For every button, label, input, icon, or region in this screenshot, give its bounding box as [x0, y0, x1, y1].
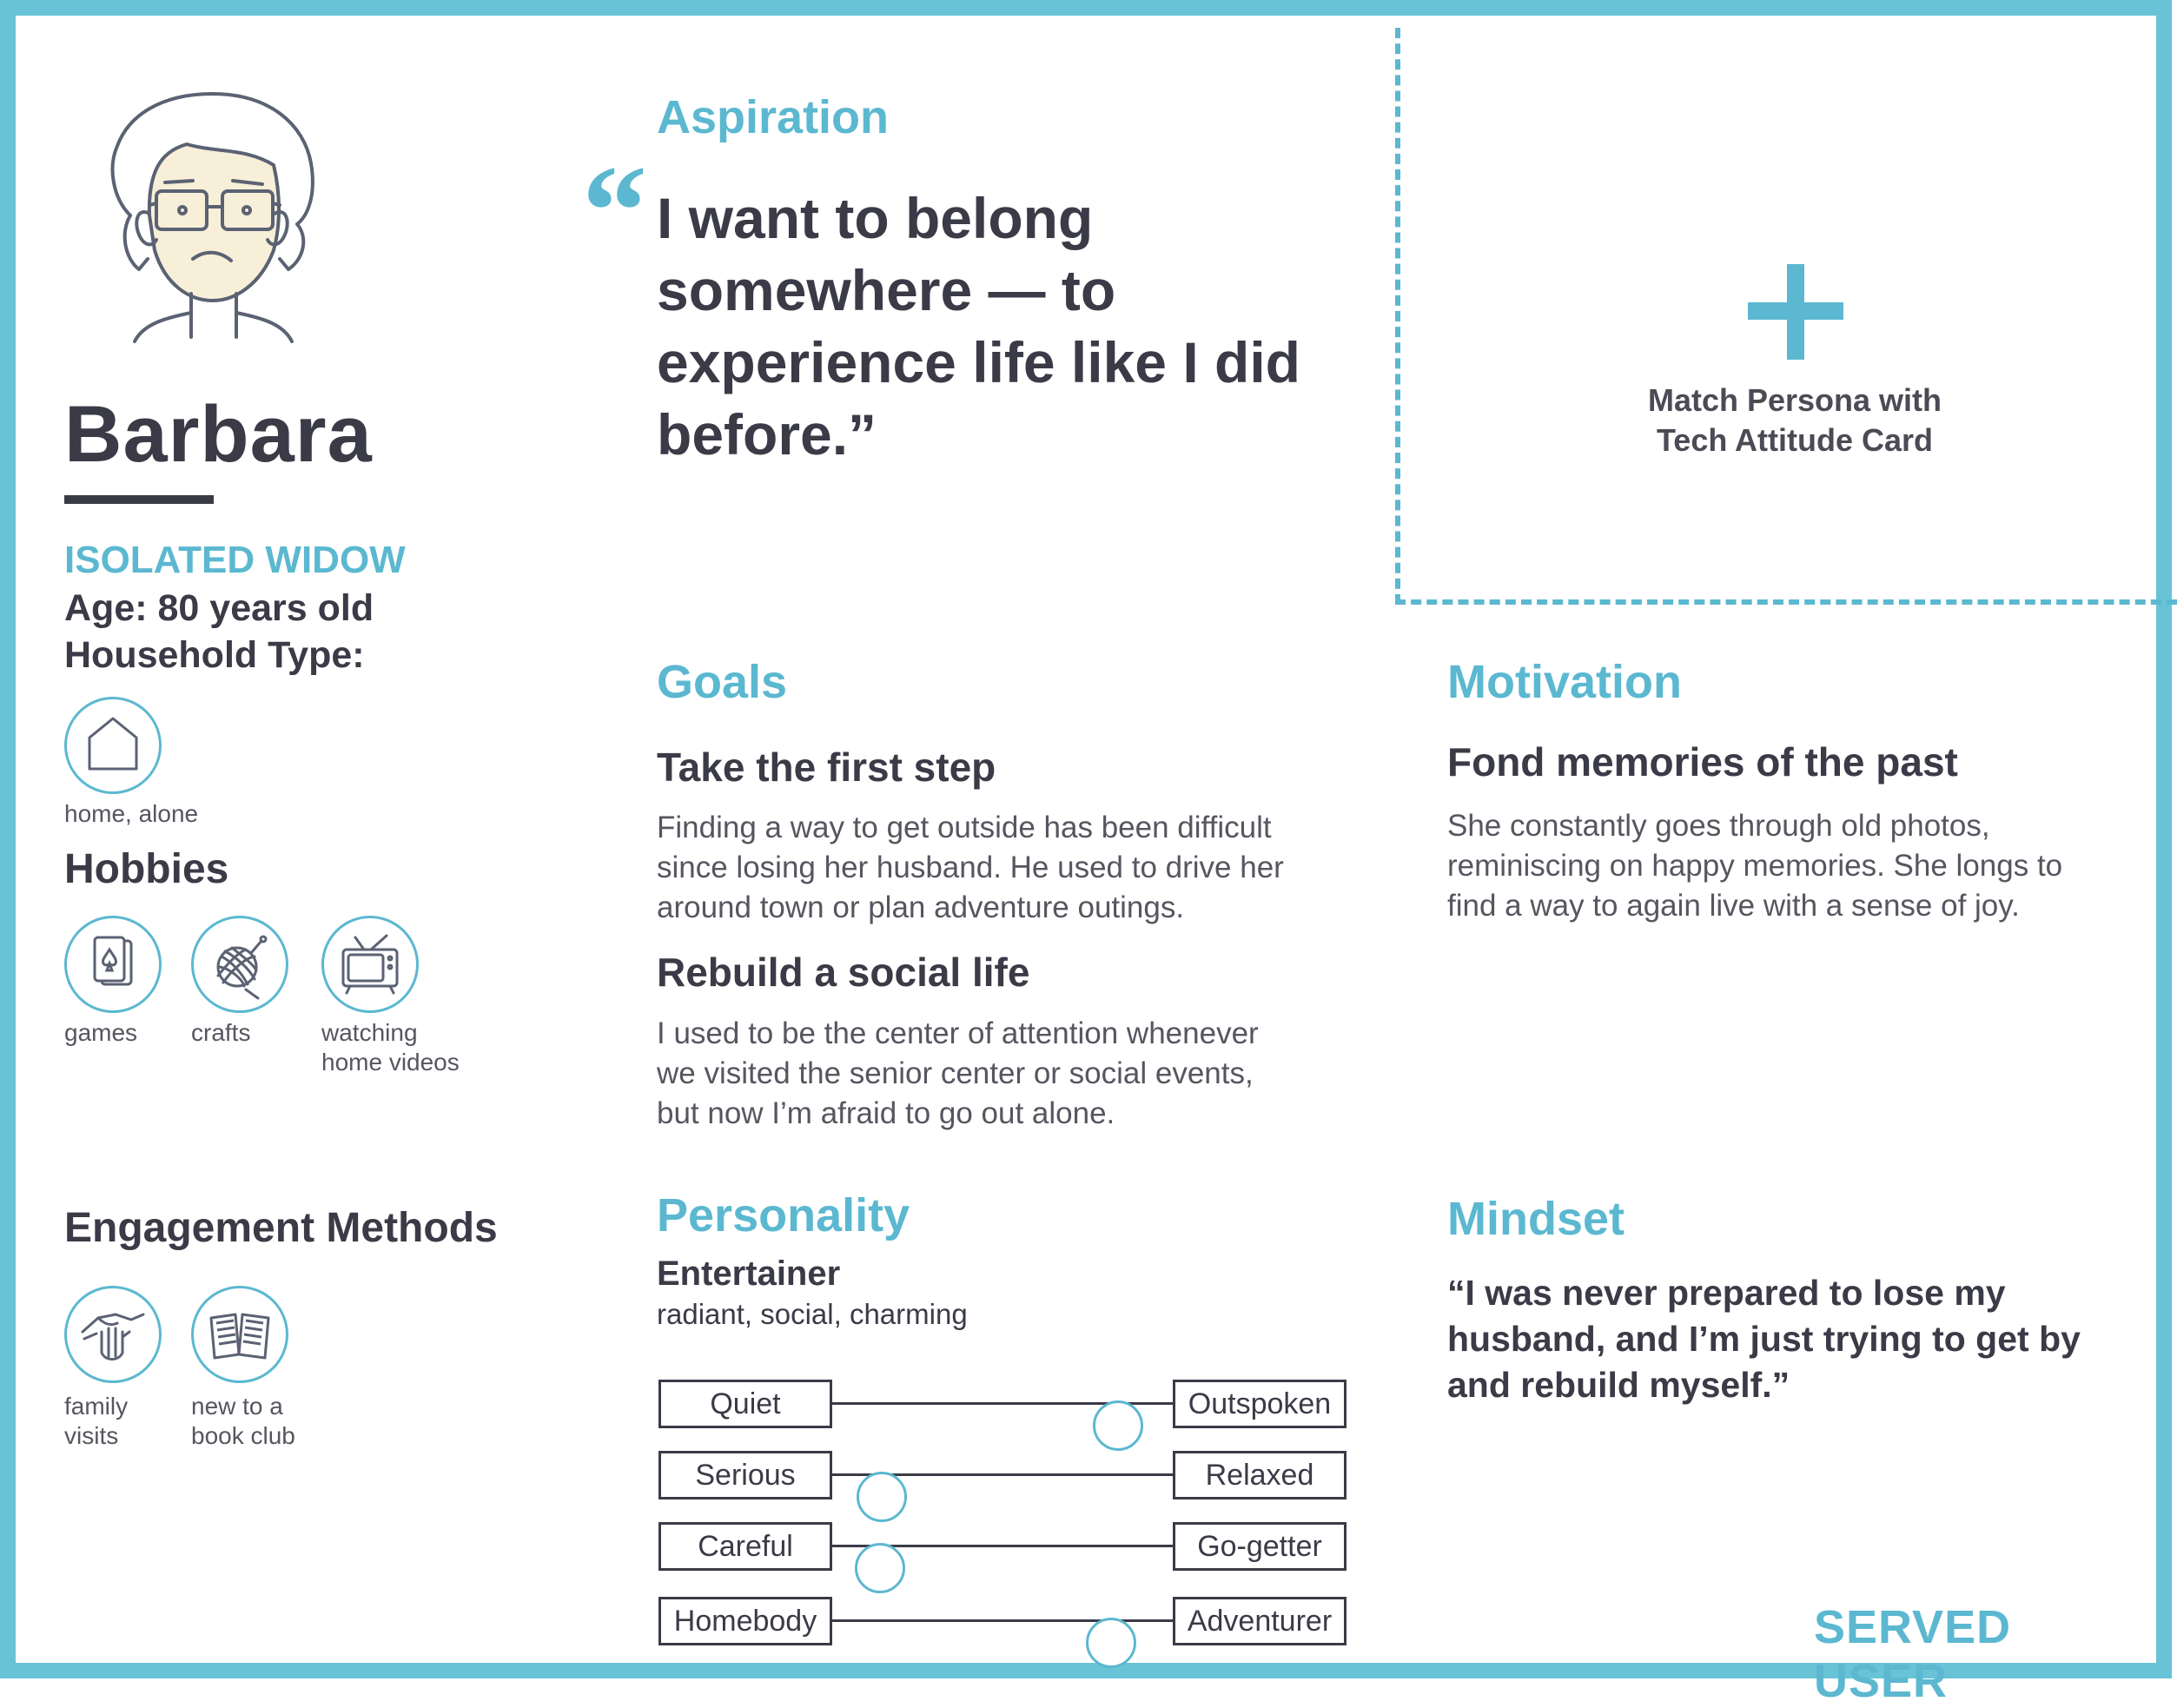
match-persona-label	[1569, 381, 2021, 460]
engagement-book-club-circle	[191, 1286, 288, 1383]
match-label-line: Tech Attitude Card	[1656, 422, 1933, 458]
plus-icon[interactable]	[1748, 264, 1843, 360]
trait-left-label: Homebody	[658, 1597, 832, 1645]
slider-knob[interactable]	[1093, 1400, 1143, 1451]
motivation-title: Fond memories of the past	[1447, 739, 1958, 784]
mindset-heading: Mindset	[1447, 1193, 1625, 1245]
trait-right-label: Adventurer	[1173, 1597, 1347, 1645]
motivation-heading: Motivation	[1447, 656, 1682, 708]
trait-slider[interactable]	[658, 1451, 1347, 1499]
hobby-tv-circle	[321, 916, 419, 1013]
hobby-caption-line: home videos	[321, 1049, 460, 1076]
personality-heading: Personality	[657, 1189, 910, 1241]
slider-knob[interactable]	[855, 1543, 905, 1593]
hobby-games-circle	[64, 916, 162, 1013]
aspiration-heading: Aspiration	[657, 91, 890, 143]
mindset-quote-line: “I was never prepared to lose my	[1447, 1273, 2006, 1313]
goal-description	[657, 1014, 1352, 1134]
slider-track	[832, 1473, 1173, 1476]
mindset-quote	[1447, 1270, 2160, 1408]
goal-description-line: but now I’m afraid to go out alone.	[657, 1096, 1115, 1130]
aspiration-quote	[657, 182, 1352, 471]
house-icon	[67, 699, 159, 791]
avatar	[96, 85, 332, 346]
goals-heading: Goals	[657, 656, 788, 708]
yarn-ball-icon	[194, 918, 286, 1010]
aspiration-quote-line: experience life like I did	[657, 330, 1300, 394]
persona-age: Age: 80 years old	[64, 587, 374, 629]
slider-knob[interactable]	[857, 1472, 907, 1522]
trait-slider[interactable]	[658, 1522, 1347, 1571]
goal-description	[657, 808, 1352, 928]
engagement-caption-line: visits	[64, 1422, 119, 1449]
trait-left-label: Quiet	[658, 1380, 832, 1428]
personality-type: Entertainer	[657, 1255, 841, 1293]
persona-avatar-icon	[96, 85, 332, 346]
motivation-description-line: reminiscing on happy memories. She longs to	[1447, 849, 2063, 883]
motivation-description-line: find a way to again live with a sense of joy.	[1447, 889, 2020, 923]
engagement-caption	[191, 1392, 295, 1451]
goal-title: Rebuild a social life	[657, 950, 1030, 995]
goal-description-line: I used to be the center of attention whenever	[657, 1016, 1259, 1050]
handshake-icon	[67, 1288, 159, 1380]
hobby-caption: crafts	[191, 1019, 251, 1046]
household-type-label: Household Type:	[64, 634, 365, 676]
hobby-caption	[321, 1018, 460, 1077]
hobby-caption-line: watching	[321, 1019, 418, 1046]
trait-slider[interactable]	[658, 1380, 1347, 1428]
trait-right-label: Relaxed	[1173, 1451, 1347, 1499]
persona-type: ISOLATED WIDOW	[64, 539, 406, 581]
household-caption: home, alone	[64, 800, 199, 827]
goal-description-line: around town or plan adventure outings.	[657, 890, 1185, 924]
slider-track	[832, 1402, 1173, 1405]
aspiration-quote-line: before.”	[657, 402, 877, 467]
served-user-label: SERVED USER	[1814, 1601, 2012, 1707]
slider-knob[interactable]	[1086, 1618, 1136, 1668]
slider-track	[832, 1619, 1173, 1622]
personality-traits: radiant, social, charming	[657, 1298, 968, 1330]
hobby-caption: games	[64, 1019, 138, 1046]
goal-title: Take the first step	[657, 745, 996, 790]
motivation-description	[1447, 806, 2142, 926]
name-underline	[64, 495, 214, 504]
quote-mark: “	[582, 139, 647, 283]
aspiration-quote-line: somewhere — to	[657, 258, 1116, 322]
engagement-caption-line: new to a	[191, 1393, 283, 1420]
slider-track	[832, 1545, 1173, 1547]
engagement-family-circle	[64, 1286, 162, 1383]
household-icon-circle	[64, 697, 162, 794]
trait-left-label: Serious	[658, 1451, 832, 1499]
hobby-crafts-circle	[191, 916, 288, 1013]
playing-cards-icon	[67, 918, 159, 1010]
goal-description-line: since losing her husband. He used to drive her	[657, 851, 1284, 884]
trait-left-label: Careful	[658, 1522, 832, 1571]
mindset-quote-line: husband, and I’m just trying to get by	[1447, 1319, 2081, 1359]
goal-description-line: Finding a way to get outside has been difficult	[657, 811, 1272, 844]
engagement-caption-line: book club	[191, 1422, 295, 1449]
trait-right-label: Outspoken	[1173, 1380, 1347, 1428]
tv-icon	[324, 918, 416, 1010]
engagement-methods-heading: Engagement Methods	[64, 1205, 498, 1251]
trait-right-label: Go-getter	[1173, 1522, 1347, 1571]
engagement-caption-line: family	[64, 1393, 129, 1420]
mindset-quote-line: and rebuild myself.”	[1447, 1365, 1790, 1405]
aspiration-quote-line: I want to belong	[657, 186, 1094, 250]
match-label-line: Match Persona with	[1647, 382, 1942, 418]
hobbies-heading: Hobbies	[64, 846, 229, 892]
open-book-icon	[194, 1288, 286, 1380]
trait-slider[interactable]	[658, 1597, 1347, 1645]
engagement-caption	[64, 1392, 128, 1451]
persona-name: Barbara	[64, 390, 373, 479]
motivation-description-line: She constantly goes through old photos,	[1447, 809, 1990, 843]
goal-description-line: we visited the senior center or social events,	[657, 1056, 1254, 1090]
